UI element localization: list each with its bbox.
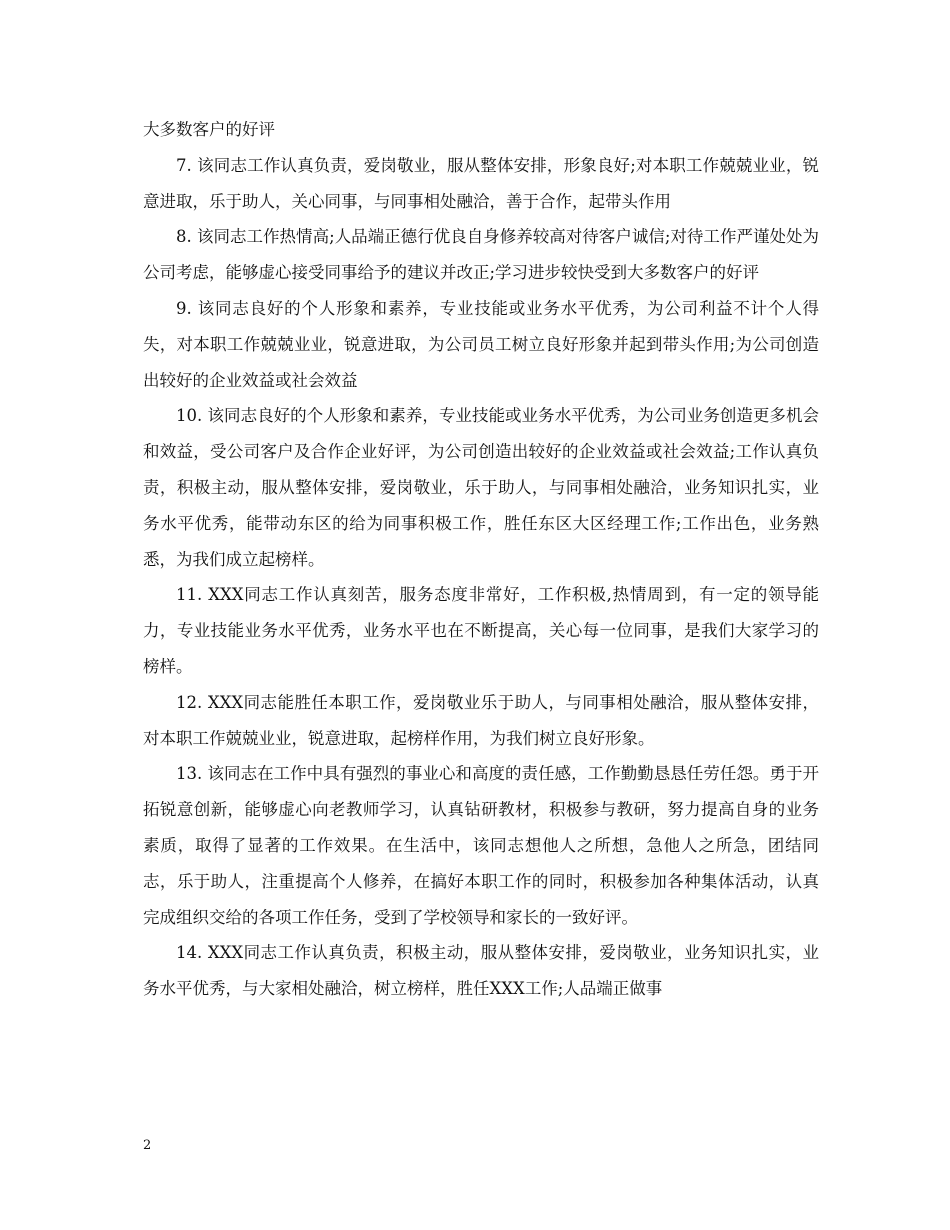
- page-number: 2: [143, 1138, 152, 1153]
- document-body: [143, 112, 819, 1007]
- paragraph-item-8: 8. 该同志工作热情高;人品端正德行优良自身修养较高对待客户诚信;对待工作严谨处处为公司考虑，能够虚心接受同事给予的建议并改正;学习进步较快受到大多数客户的好评: [143, 227, 819, 283]
- paragraph-item-13: 13. 该同志在工作中具有强烈的事业心和高度的责任感，工作勤勤恳恳任劳任怨。勇于开拓锐意创新，能够虚心向老教师学习，认真钻研教材，积极参与教研，努力提高自身的业务素质，取得了显著的工作效果。在生活中，该同志想他人之所想，急他人之所急，团结同志，乐于助人，注重提高个人修养，在搞好本职工作的同时，积极参加各种集体活动，认真完成组织交给的各项工作任务，受到了学校领导和家长的一致好评。: [143, 764, 819, 927]
- paragraph-item-11: 11. XXX同志工作认真刻苦，服务态度非常好，工作积极,热情周到，有一定的领导能力，专业技能业务水平优秀，业务水平也在不断提高，关心每一位同事，是我们大家学习的榜样。: [143, 585, 819, 676]
- paragraph-item-14: 14. XXX同志工作认真负责，积极主动，服从整体安排，爱岗敬业，业务知识扎实，业务水平优秀，与大家相处融洽，树立榜样，胜任XXX工作;人品端正做事: [143, 943, 819, 999]
- paragraph-item-10: 10. 该同志良好的个人形象和素养，专业技能或业务水平优秀，为公司业务创造更多机会和效益，受公司客户及合作企业好评，为公司创造出较好的企业效益或社会效益;工作认真负责，积极主动，服从整体安排，爱岗敬业，乐于助人，与同事相处融洽，业务知识扎实，业务水平优秀，能带动东区的给为同事积极工作，胜任东区大区经理工作;工作出色，业务熟悉，为我们成立起榜样。: [143, 406, 819, 569]
- paragraph-item-12: 12. XXX同志能胜任本职工作，爱岗敬业乐于助人，与同事相处融洽，服从整体安排，对本职工作兢兢业业，锐意进取，起榜样作用，为我们树立良好形象。: [143, 692, 819, 748]
- paragraph-item-7: 7. 该同志工作认真负责，爱岗敬业，服从整体安排，形象良好;对本职工作兢兢业业，锐意进取，乐于助人，关心同事，与同事相处融洽，善于合作，起带头作用: [143, 155, 819, 211]
- paragraph-item-9: 9. 该同志良好的个人形象和素养，专业技能或业务水平优秀，为公司利益不计个人得失，对本职工作兢兢业业，锐意进取，为公司员工树立良好形象并起到带头作用;为公司创造出较好的企业效益或社会效益: [143, 298, 819, 390]
- paragraph-continuation: 大多数客户的好评: [143, 120, 275, 139]
